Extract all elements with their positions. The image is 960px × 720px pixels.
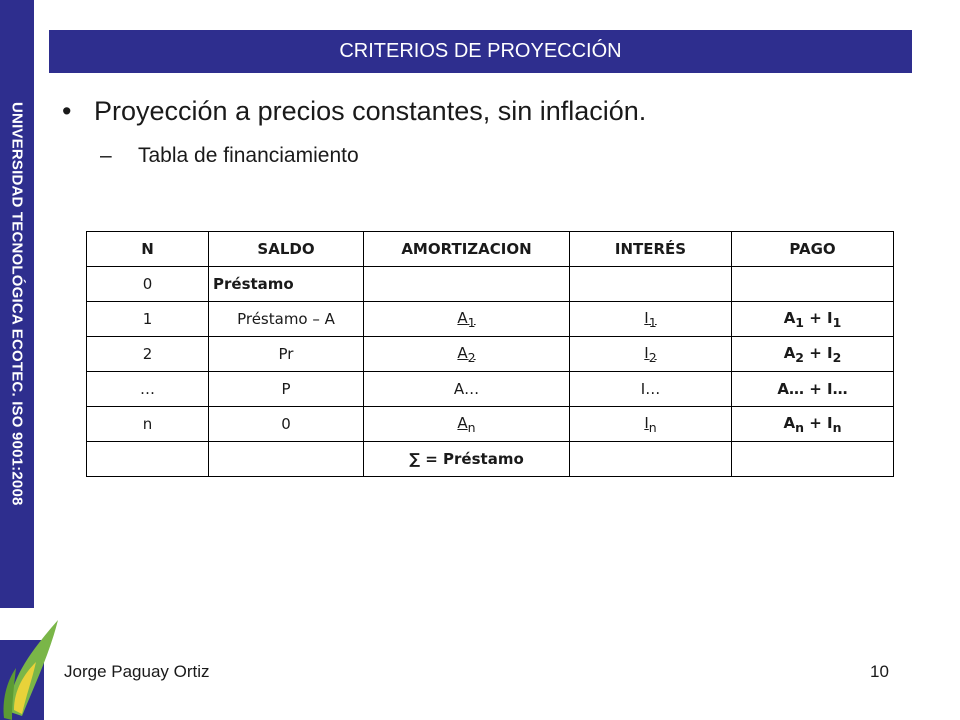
pago-i-subscript: n [832, 419, 842, 435]
cell-amortizacion [364, 337, 570, 372]
cell-saldo: Préstamo – A [209, 302, 364, 337]
header-interes: INTERÉS [570, 232, 732, 267]
page-number: 10 [870, 662, 889, 681]
pago-a-subscript: n [795, 419, 804, 435]
cell-amortizacion [364, 302, 570, 337]
pago-i-subscript: 2 [832, 349, 842, 365]
cell-pago [732, 267, 894, 302]
pago-a: A [783, 308, 796, 327]
pago-a: A [783, 343, 796, 362]
amort-subscript: n [467, 419, 476, 435]
interes-symbol: I [644, 343, 649, 362]
cell-n: n [87, 407, 209, 442]
main-bullet [62, 96, 646, 127]
cell-n: 2 [87, 337, 209, 372]
pago-a-subscript: 1 [795, 314, 804, 330]
cell-total: ∑ = Préstamo [364, 442, 570, 477]
sidebar-text: UNIVERSIDAD TECNOLÓGICA ECOTEC. ISO 9001:2008 [8, 102, 26, 506]
cell-saldo: Pr [209, 337, 364, 372]
cell-pago [732, 302, 894, 337]
cell-empty [209, 442, 364, 477]
header-n: N [87, 232, 209, 267]
cell-empty [87, 442, 209, 477]
cell-amortizacion [364, 407, 570, 442]
interes-symbol: I [644, 413, 649, 432]
cell-interes [570, 302, 732, 337]
sub-bullet-marker: – [100, 144, 112, 167]
cell-amortizacion [364, 267, 570, 302]
cell-amortizacion: A… [364, 372, 570, 407]
cell-empty [732, 442, 894, 477]
table-total-row [87, 442, 894, 477]
amort-symbol: A [457, 343, 468, 362]
header-saldo: SALDO [209, 232, 364, 267]
header-pago: PAGO [732, 232, 894, 267]
table-row [87, 302, 894, 337]
cell-interes [570, 407, 732, 442]
sidebar-banner [0, 0, 34, 608]
pago-a-subscript: 2 [795, 349, 804, 365]
interes-subscript: 1 [648, 314, 657, 330]
cell-pago [732, 337, 894, 372]
cell-n: 0 [87, 267, 209, 302]
header-amortizacion: AMORTIZACION [364, 232, 570, 267]
pago-plus: + [804, 308, 828, 327]
table-row [87, 267, 894, 302]
pago-plus: + [804, 413, 828, 432]
cell-pago [732, 407, 894, 442]
table-row [87, 372, 894, 407]
pago-i: I [827, 343, 833, 362]
slide-title: CRITERIOS DE PROYECCIÓN [339, 40, 622, 62]
sub-bullet [100, 144, 359, 168]
pago-i: I [827, 308, 833, 327]
cell-saldo: P [209, 372, 364, 407]
slide-title-bar [49, 30, 912, 73]
pago-a: A [783, 413, 796, 432]
pago-i-subscript: 1 [832, 314, 842, 330]
cell-n: … [87, 372, 209, 407]
interes-symbol: I [644, 308, 649, 327]
cell-empty [570, 442, 732, 477]
cell-n: 1 [87, 302, 209, 337]
footer-author: Jorge Paguay Ortiz [64, 662, 210, 681]
bullet-marker: • [62, 96, 72, 126]
cell-saldo: 0 [209, 407, 364, 442]
amort-symbol: A [457, 413, 468, 432]
cell-interes [570, 337, 732, 372]
cell-interes: I… [570, 372, 732, 407]
pago-i: I [827, 413, 833, 432]
interes-subscript: n [648, 419, 657, 435]
table-header-row [87, 232, 894, 267]
cell-pago: A… + I… [732, 372, 894, 407]
cell-interes [570, 267, 732, 302]
amort-symbol: A [457, 308, 468, 327]
pago-plus: + [804, 343, 828, 362]
interes-subscript: 2 [648, 349, 657, 365]
ecotec-logo-icon [0, 612, 66, 720]
amort-subscript: 2 [467, 349, 476, 365]
table-row [87, 407, 894, 442]
bullet-text: Proyección a precios constantes, sin inflación. [94, 96, 647, 126]
sub-bullet-text: Tabla de financiamiento [138, 144, 359, 167]
cell-saldo: Préstamo [209, 267, 364, 302]
amort-subscript: 1 [467, 314, 476, 330]
financing-table [86, 231, 894, 477]
table-row [87, 337, 894, 372]
